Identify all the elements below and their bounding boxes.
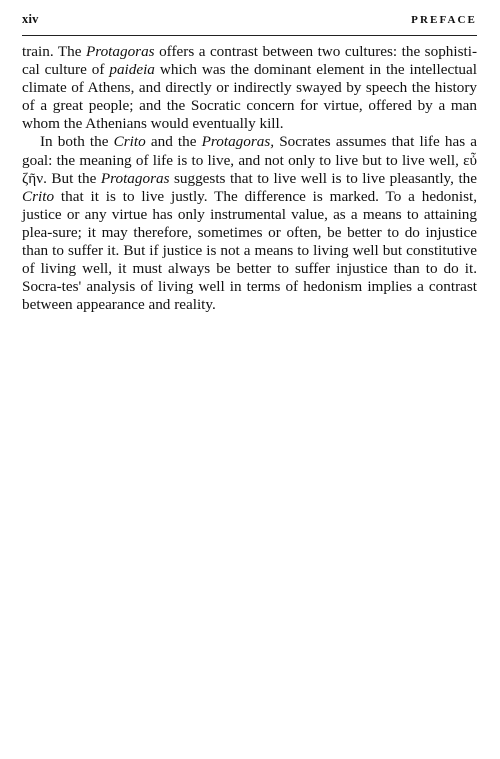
title-protagoras: Protagoras <box>100 169 170 187</box>
body-text <box>22 43 477 314</box>
paragraph-2-text: and the <box>145 133 202 151</box>
title-protagoras: Protagoras, <box>201 133 275 151</box>
paragraph-1-text: which was the dominant element in the intellectual climate of Athens, and directly or indirectly swayed by speech the history of a great people; and the Socratic concern for virtue, offered by a man whom the Athenians would eventually kill. <box>22 61 477 133</box>
header-rule <box>22 35 477 36</box>
paragraph-2-text: suggests that to live well is to live pleasantly, the <box>169 169 477 187</box>
paragraph-1 <box>22 43 477 133</box>
paragraph-2 <box>22 133 477 314</box>
running-title: PREFACE <box>411 14 477 26</box>
paragraph-1-text: offers a contrast between two cultures: the sophisti-cal culture of <box>22 43 478 79</box>
paragraph-1-text: train. The <box>22 43 86 60</box>
page-number: xiv <box>22 12 39 26</box>
paragraph-2-text: In both the <box>40 133 114 151</box>
title-crito: Crito <box>113 133 146 151</box>
paragraph-2-text: Socrates assumes that life has a goal: the meaning of life is to live, and not only to live but to live well, εὖ ζῆν. But the <box>22 133 477 187</box>
title-protagoras: Protagoras <box>85 43 155 60</box>
paragraph-2-text: that it is to live justly. The difference is marked. To a hedonist, justice or any virtue has only instrumental value, as a means to attaining plea-sure; it may therefore, sometimes or often, be better to do injustice than to suffer it. But if justice is not a means to living well but constitutive of living well, it must always be better to suffer injustice than to do it. Socra-tes' analysis of living well in terms of hedonism implies a contrast between appearance and reality. <box>22 187 477 314</box>
title-crito: Crito <box>22 187 55 205</box>
term-paideia: paideia <box>109 61 155 79</box>
running-head <box>22 12 477 32</box>
